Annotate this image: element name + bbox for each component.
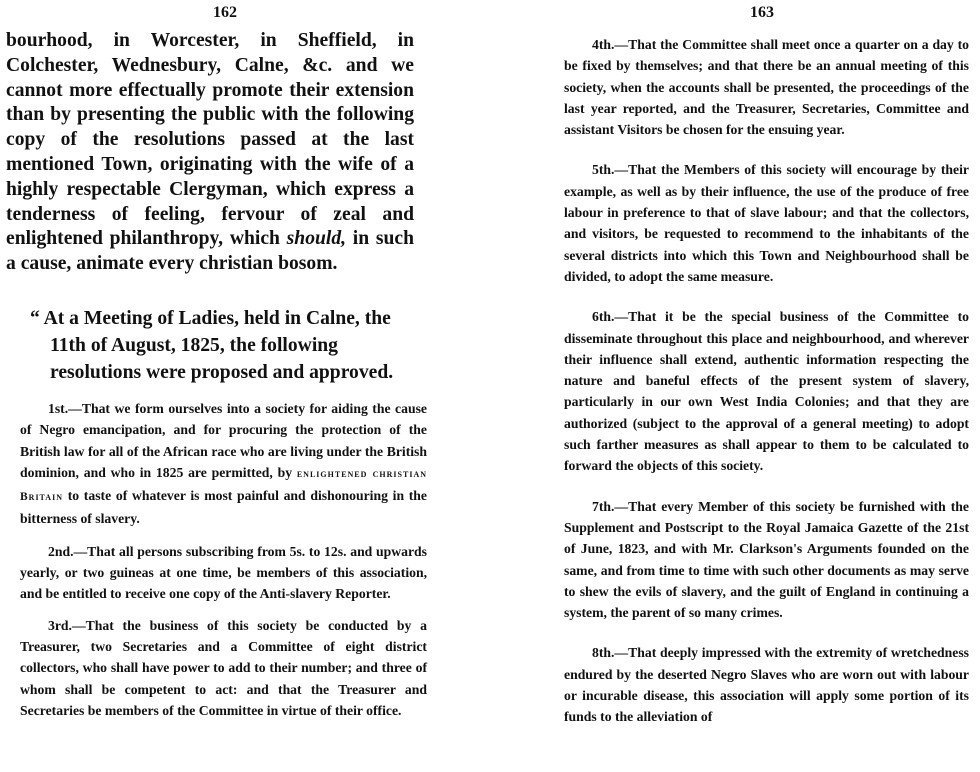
resolution-6: 6th.—That it be the special business of the Committee to disseminate throughout this place and neighbourhood, and wherever their influence shall extend, authentic information respecting the nature and baneful effects of the present system of slavery, particularly in our own West India Colonies; and that they are authorized (subject to the approval of a general meeting) to adopt such farther measures as shall appear to them to be calculated to forward the objects of this society. — [564, 309, 969, 474]
left-page — [0, 0, 470, 772]
intro-emphasis: should, — [286, 228, 347, 250]
resolution-1: 1st.—That we form ourselves into a society for aiding the cause of Negro emancipation, and for procuring the protection of the British law for all of the African race who are living under the British dominion, and who in 1825 are permitted, by enlightened christian Britain to taste of whatever is most painful and dishonouring in the bitterness of slavery. — [20, 401, 427, 527]
intro-paragraph — [6, 29, 414, 277]
intro-text: bourhood, in Worcester, in Sheffield, in Colchester, Wednesbury, Calne, &c. and we cannot more effectually promote their extension than by presenting the public with the following copy of the resolutions passed at the last mentioned Town, originating with the wife of a highly respectable Clergyman, which express a tenderness of feeling, fervour of zeal and enlightened philanthropy, which — [6, 30, 414, 250]
resolution-7: 7th.—That every Member of this society be furnished with the Supplement and Postscript to the Royal Jamaica Gazette of the 21st of June, 1823, and with Mr. Clarkson's Arguments founded on the same, and from time to time with such other documents as may serve to shew the evils of slavery, and the guilt of England in continuing a system, the parent of so many crimes. — [564, 498, 969, 621]
resolution-4: 4th.—That the Committee shall meet once a quarter on a day to be fixed by themselves; and that there be an annual meeting of this society, when the accounts shall be presented, the proceedings of the last year reported, and the Treasurer, Secretaries, Committee and assistant Visitors be chosen for the ensuing year. — [564, 37, 969, 138]
resolution-1-smallcaps: enlightened christian Britain — [20, 467, 427, 504]
resolutions-left — [20, 398, 427, 721]
meeting-heading: “ At a Meeting of Ladies, held in Calne, the 11th of August, 1825, the following resolutions were proposed and approved. — [30, 308, 394, 383]
page-number-left: 162 — [213, 4, 237, 21]
resolution-2: 2nd.—That all persons subscribing from 5s. to 12s. and upwards yearly, or two guineas at one time, be members of this association, and be entitled to receive one copy of the Anti-slavery Reporter. — [20, 543, 427, 602]
resolution-8: 8th.—That deeply impressed with the extremity of wretchedness endured by the deserted Negro Slaves who are worn out with labour or incurable disease, this association will apply some portion of its funds to the alleviation of — [564, 645, 969, 725]
intro-end: in such a cause, animate every christian bosom. — [6, 228, 414, 275]
resolution-3: 3rd.—That the business of this society be conducted by a Treasurer, two Secretaries and a Committee of eight district collectors, who shall have power to add to their number; and three of whom shall be competent to act: and that the Treasurer and Secretaries be members of the Committee in virtue of their office. — [20, 617, 427, 718]
right-page — [540, 0, 980, 772]
resolutions-right — [564, 34, 969, 728]
resolution-5: 5th.—That the Members of this society will encourage by their example, as well as by their influence, the use of the produce of free labour in preference to that of slave labour; and that the collectors, and visitors, be requested to recommend to the inhabitants of the several districts into which this Town and Neighbourhood shall be divided, to adopt the same measure. — [564, 162, 969, 284]
page-number-right: 163 — [750, 4, 774, 21]
